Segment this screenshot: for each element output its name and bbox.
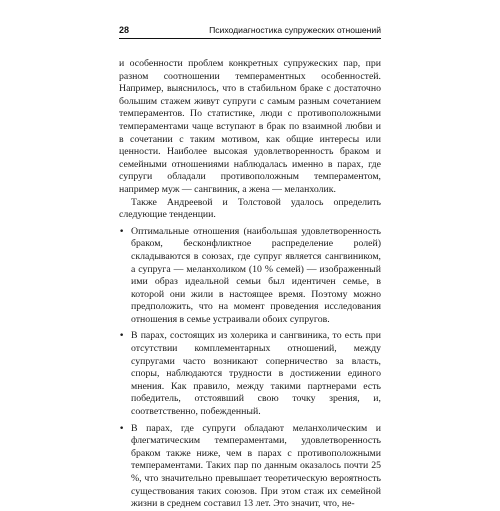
paragraph: и особенности проблем конкретных супружеских пар, при разном соотношении темпераментных особенностей. Например, выяснилось, что в стабильном браке с достаточно большим стажем живут супруги с самым разным сочетанием темпераментов. По статистике, люди с противоположными темпераментами чаще вступают в брак по взаимной любви и в сочетании с таким мотивом, как общие интересы или ценности. Наиболее высокая удовлетворенность браком и семейными отношениями наблюдалась именно в парах, где супруги обладали противоположным темпераментом, например муж — сангвиник, а жена — меланхолик.	[119, 58, 381, 195]
page-header	[119, 22, 381, 38]
list-item-text: В парах, состоящих из холерика и сангвиника, то есть при отсутствии комплементарных отношений, между супругами часто возникают соперничество за власть, споры, наблюдаются трудности в достижении единого мнения. Как правило, между такими партнерами есть победитель, отстоявший свою точку зрения, и, соответственно, побежденный.	[131, 330, 381, 418]
bullet-icon: •	[119, 331, 125, 342]
page-number: 28	[119, 25, 130, 35]
list-item	[119, 423, 381, 511]
bullet-icon: •	[119, 226, 125, 237]
list-item-text: В парах, где супруги обладают меланхолическим и флегматическим темпераментами, удовлетворенность браком также ниже, чем в парах с противоположными темпераментами. Таких пар по данным оказалось почти 25 %, что значительно превышает теоретическую вероятность существования таких союзов. При этом стаж их семейной жизни в среднем составил 13 лет. Это значит, что, не-	[131, 422, 381, 510]
list-item-text: Оптимальные отношения (наибольшая удовлетворенность браком, бесконфликтное распределение ролей) складываются в союзах, где супруг является сангвиником, а супруга — меланхоликом (10 % семей) — изображенный ими образ идеальной семьи был идентичен семье, в которой они жили в настоящее время. Поэтому можно предположить, что на момент проведения исследования отношения в семье устраивали обоих супругов.	[131, 225, 381, 325]
running-title: Психодиагностика супружеских отношений	[209, 25, 381, 35]
list-item	[119, 226, 381, 327]
header-rule	[119, 38, 381, 39]
paragraph: Также Андреевой и Толстовой удалось определить следующие тенденции.	[119, 196, 381, 221]
bullet-icon: •	[119, 423, 125, 434]
body-text	[119, 58, 381, 511]
list-item	[119, 330, 381, 418]
